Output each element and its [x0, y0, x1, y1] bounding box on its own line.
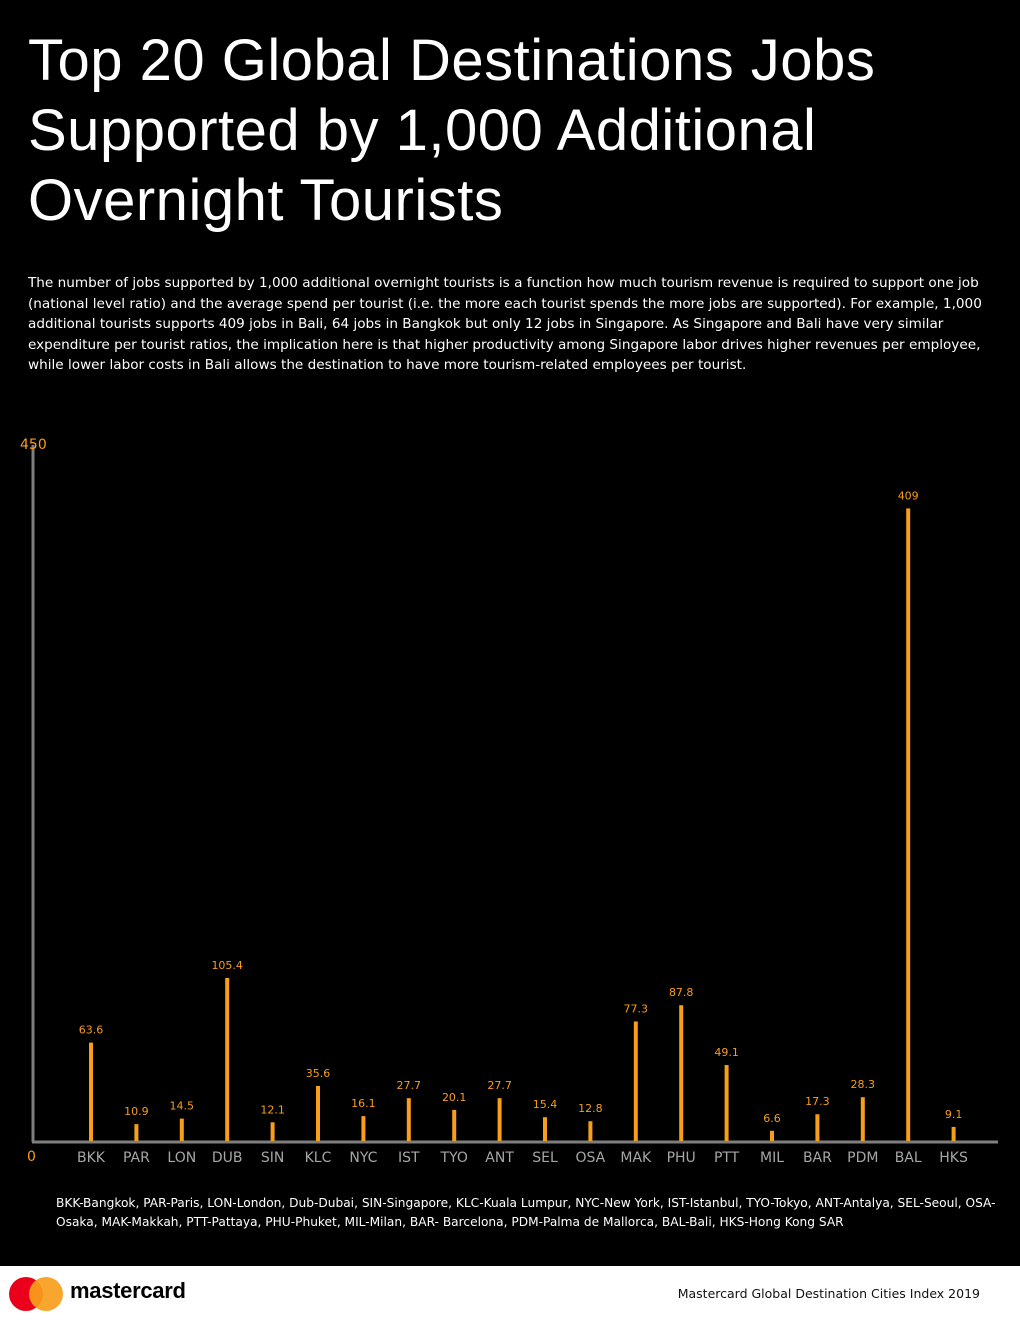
bar-chart — [0, 430, 1020, 1175]
category-label: SIN — [260, 1150, 285, 1166]
category-label: PTT — [713, 1150, 740, 1166]
bar — [679, 1005, 683, 1141]
category-label: TYO — [440, 1150, 468, 1166]
data-label: 9.1 — [944, 1107, 963, 1121]
category-label: PHU — [666, 1150, 696, 1166]
data-label: 16.1 — [351, 1097, 376, 1111]
data-label: 10.9 — [124, 1105, 149, 1119]
bar — [543, 1117, 547, 1141]
category-label: PDM — [847, 1150, 879, 1166]
category-label: MIL — [759, 1150, 785, 1166]
brand-wordmark: mastercard — [70, 1278, 186, 1303]
bar — [89, 1043, 93, 1141]
data-label: 27.7 — [487, 1079, 512, 1093]
mastercard-logo-icon — [9, 1276, 65, 1312]
category-label: BAR — [802, 1150, 832, 1166]
footer-bar — [0, 1266, 1020, 1320]
chart-description: The number of jobs supported by 1,000 additional overnight tourists is a function how much tourism revenue is required to support one job (national level ratio) and the average spend per tourist (i.e. the more each tourist spends the more jobs are supported). For example, 1,000 additional tourists supports 409 jobs in Bali, 64 jobs in Bangkok but only 12 jobs in Singapore. As Singapore and Bali have very similar expenditure per tourist ratios, the implication here is that higher productivity among Singapore labor drives higher revenues per employee, while lower labor costs in Bali allows the destination to have more tourism-related employees per tourist. — [28, 275, 982, 373]
category-label: HKS — [939, 1150, 968, 1166]
bar — [316, 1086, 320, 1141]
category-label: BKK — [77, 1150, 105, 1166]
bar — [452, 1110, 456, 1141]
data-label: 87.8 — [668, 986, 694, 1000]
y-tick-label: 450 — [20, 437, 47, 453]
data-label: 63.6 — [78, 1023, 104, 1037]
bar — [952, 1127, 956, 1141]
category-label: NYC — [349, 1150, 378, 1166]
category-label: OSA — [575, 1150, 606, 1166]
category-label: DUB — [211, 1150, 243, 1166]
bar — [815, 1114, 819, 1141]
data-label: 77.3 — [623, 1002, 649, 1016]
data-label: 14.5 — [169, 1099, 195, 1113]
category-label: KLC — [304, 1150, 332, 1166]
category-label: IST — [398, 1150, 420, 1166]
data-label: 15.4 — [532, 1098, 558, 1112]
bar — [906, 508, 910, 1141]
data-label: 105.4 — [211, 958, 243, 972]
data-label: 12.8 — [578, 1102, 603, 1116]
data-label: 6.6 — [763, 1111, 781, 1125]
category-label: SEL — [532, 1150, 558, 1166]
category-label: ANT — [485, 1150, 514, 1166]
bar — [407, 1098, 411, 1141]
bar — [180, 1119, 184, 1141]
bar — [861, 1097, 865, 1141]
data-label: 12.1 — [260, 1103, 285, 1117]
source-note: Mastercard Global Destination Cities Index 2019 — [677, 1286, 980, 1301]
data-label: 409 — [897, 489, 919, 503]
bar — [225, 978, 229, 1141]
abbreviation-legend: BKK-Bangkok, PAR-Paris, LON-London, Dub-Dubai, SIN-Singapore, KLC-Kuala Lumpur, NYC-New York, IST-Istanbul, TYO-Tokyo, ANT-Antalya, SEL-Seoul, OSA-Osaka, MAK-Makkah, PTT-Pattaya, PHU-Phuket, MIL-Milan, BAR- Barcelona, PDM-Palma de Mallorca, BAL-Bali, HKS-Hong Kong SAR — [56, 1196, 996, 1229]
bar — [134, 1124, 138, 1141]
bar — [725, 1065, 729, 1141]
data-label: 49.1 — [714, 1046, 739, 1060]
bar — [588, 1121, 592, 1141]
data-label: 27.7 — [396, 1079, 422, 1093]
bar — [361, 1116, 365, 1141]
bar — [498, 1098, 502, 1141]
bar — [634, 1021, 638, 1141]
data-label: 35.6 — [305, 1066, 331, 1080]
data-label: 20.1 — [441, 1090, 467, 1104]
category-label: MAK — [620, 1150, 652, 1166]
data-label: 28.3 — [850, 1078, 876, 1092]
bar — [770, 1131, 774, 1141]
category-label: BAL — [894, 1150, 922, 1166]
y-tick-label: 0 — [27, 1149, 36, 1165]
category-label: PAR — [122, 1150, 150, 1166]
category-label: LON — [167, 1150, 197, 1166]
data-label: 17.3 — [805, 1095, 830, 1109]
chart-title: Top 20 Global Destinations Jobs Supported by 1,000 Additional Overnight Tourists — [28, 28, 876, 233]
bar — [271, 1122, 275, 1141]
